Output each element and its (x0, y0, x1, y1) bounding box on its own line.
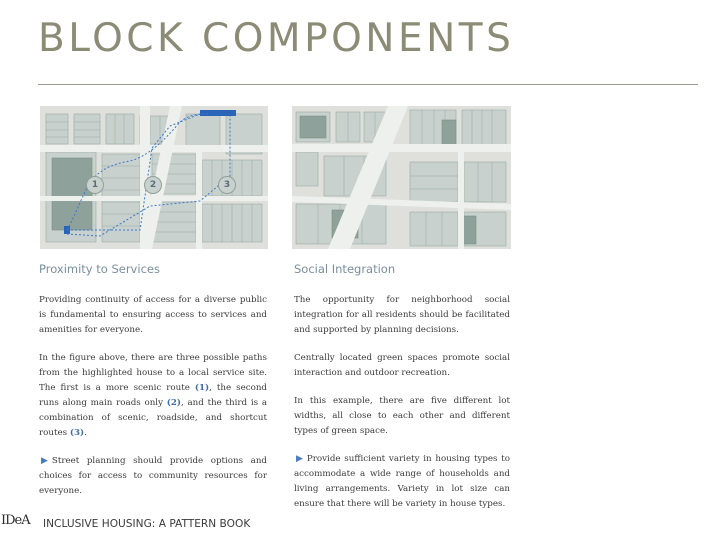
route-ref-1: (1) (194, 383, 210, 393)
service-site (200, 110, 236, 116)
route-ref-3: (3) (69, 428, 85, 438)
route-marker-1: 1 (86, 176, 104, 194)
footer-title: INCLUSIVE HOUSING: A PATTERN BOOK (43, 518, 251, 530)
proximity-map (40, 106, 268, 249)
play-triangle-icon: ▶ (296, 454, 303, 464)
route-marker-3: 3 (218, 176, 236, 194)
proximity-routes-paragraph: In the figure above, there are three possible paths from the highlighted house to a local service site. The first is a more scenic route (1), the second runs along main roads only (2), and the third is a combination of scenic, roadside, and shortcut routes (3). (39, 353, 267, 438)
social-lot-widths: In this example, there are five different lot widths, all close to each other and different types of green space. (294, 396, 510, 436)
social-heading: Social Integration (294, 262, 396, 276)
social-intro: The opportunity for neighborhood social integration for all residents should be facilitated and supported by planning decisions. (294, 295, 510, 335)
social-integration-map (292, 106, 511, 249)
social-green-spaces: Centrally located green spaces promote social interaction and outdoor recreation. (294, 353, 510, 378)
proximity-intro: Providing continuity of access for a diverse public is fundamental to ensuring access to services and amenities for everyone. (39, 295, 267, 335)
play-triangle-icon: ▶ (41, 456, 48, 466)
proximity-tip: ▶ Street planning should provide options and choices for access to community resources for everyone. (39, 456, 267, 496)
proximity-column (39, 262, 267, 512)
route-ref-2: (2) (166, 398, 181, 408)
title-divider (38, 84, 698, 85)
idea-logo: IDeA (1, 513, 30, 528)
route-marker-2: 2 (144, 176, 162, 194)
page-title: BLOCK COMPONENTS (38, 16, 515, 61)
proximity-heading: Proximity to Services (39, 262, 160, 276)
social-integration-column (294, 262, 510, 525)
social-tip: ▶ Provide sufficient variety in housing types to accommodate a wide range of households and living arrangements. Variety in lot size can ensure that there will be variety in house types. (294, 454, 510, 509)
